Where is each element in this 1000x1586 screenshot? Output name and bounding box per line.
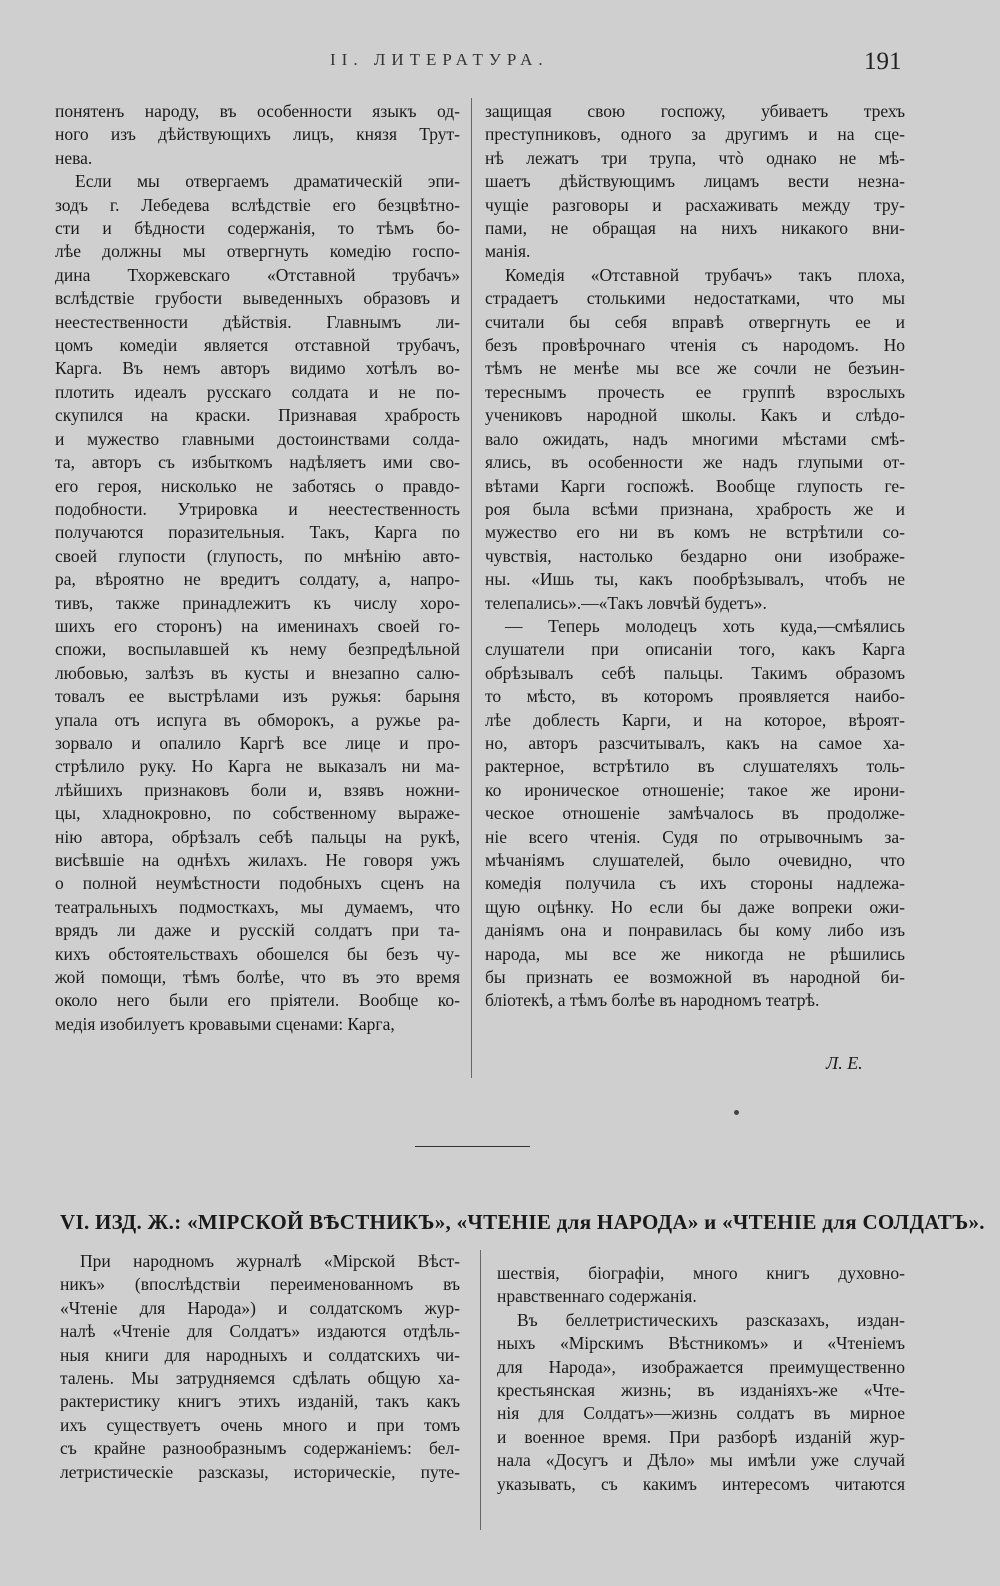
text-line: шаетъ дѣйствующимъ лицамъ вести незна- xyxy=(485,171,905,192)
text-line: ныя книги для народныхъ и солдатскихъ чи- xyxy=(60,1344,460,1365)
text-line: своей глупости (глупость, по мнѣнію авто- xyxy=(55,545,460,566)
text-line: чущіе разговоры и расхаживать между тру- xyxy=(485,194,905,215)
running-header xyxy=(0,48,1000,88)
text-line: получаются поразительныя. Такъ, Карга по xyxy=(55,522,460,543)
text-line: Комедія «Отставной трубачъ» такъ плоха, xyxy=(505,264,905,285)
text-line: около него были его пріятели. Вообще ко- xyxy=(55,990,460,1011)
text-line: зодъ г. Лебедева вслѣдствіе его безцвѣтно- xyxy=(55,194,460,215)
text-line: плотить идеалъ русскаго солдата и не по- xyxy=(55,381,460,402)
text-line: спожи, воспылавшей къ нему безпредѣльной xyxy=(55,639,460,660)
text-line: и военное время. При разборѣ изданій жур- xyxy=(497,1426,905,1447)
text-line: нію автора, обрѣзалъ себѣ пальцы на рукѣ, xyxy=(55,826,460,847)
text-line: ко ироническое отношеніе; такое же ирони- xyxy=(485,779,905,800)
text-line: ихъ существуетъ очень много и при томъ xyxy=(60,1414,460,1435)
column-divider xyxy=(471,98,472,1078)
text-line: дина Тхоржевскаго «Отставной трубачъ» xyxy=(55,264,460,285)
text-line: слушатели при описаніи того, какъ Карга xyxy=(485,639,905,660)
section-divider xyxy=(415,1146,530,1147)
text-line: мѣчаніямъ слушателей, было очевидно, что xyxy=(485,850,905,870)
text-line: — Теперь молодецъ хоть куда,—смѣялись xyxy=(505,615,905,636)
text-line: шихъ его сторонъ) на именинахъ своей го- xyxy=(55,615,460,636)
text-line: безъ провѣрочнаго чтенія съ народомъ. Но xyxy=(485,335,905,356)
text-line: Если мы отвергаемъ драматическій эпи- xyxy=(75,171,460,192)
page-number: 191 xyxy=(864,48,902,75)
text-line: рактерное, встрѣтило въ слушателяхъ толь- xyxy=(485,756,905,777)
section-title: VI. ИЗД. Ж.: «МІРСКОЙ ВѢСТНИКЪ», «ЧТЕНІЕ для НАРОДА» и «ЧТЕНІЕ для СОЛДАТЪ». xyxy=(60,1210,985,1234)
text-line: нія для Солдатъ»—жизнь солдатъ въ мирное xyxy=(497,1403,905,1424)
text-line: сти и бѣдности содержанія, то тѣмъ бо- xyxy=(55,218,460,239)
text-line: считали бы себя вправѣ отвергнуть ее и xyxy=(485,311,905,332)
top-left-column xyxy=(55,100,460,1036)
text-line: ного изъ дѣйствующихъ лицъ, князя Трут- xyxy=(55,124,460,145)
text-line: летристическіе разсказы, историческіе, путе- xyxy=(60,1461,460,1482)
text-line: вслѣдствіе грубости выведенныхъ образовъ и xyxy=(55,288,460,309)
text-line: скупился на краски. Признавая храбрость xyxy=(55,405,460,426)
text-line: талень. Мы затрудняемся сдѣлать общую ха- xyxy=(60,1368,460,1389)
text-line: рактеристику книгъ этихъ изданій, такъ какъ xyxy=(60,1391,460,1412)
text-line: ялись, въ особенности же надъ глупыми от- xyxy=(485,452,905,473)
text-line: та, авторъ съ избыткомъ надѣляетъ ими сво- xyxy=(55,452,460,473)
text-line: цы, хладнокровно, по собственному выраже- xyxy=(55,803,460,824)
text-line: для Народа», изображается преимущественно xyxy=(497,1356,905,1377)
text-line: зорвало и опалило Каргѣ все лице и про- xyxy=(55,732,460,753)
column-divider-bottom xyxy=(480,1250,481,1530)
text-line: ра, вѣроятно не вредитъ солдату, а, напро- xyxy=(55,569,460,590)
text-line: медія изобилуетъ кровавыми сценами: Карга, xyxy=(55,1013,395,1034)
text-line: театральныхъ подмосткахъ, мы думаемъ, что xyxy=(55,896,460,917)
text-line: упала отъ испуга въ обморокъ, а ружье ра- xyxy=(55,709,460,730)
text-line: нева. xyxy=(55,147,93,168)
text-line: указывать, съ какимъ интересомъ читаются xyxy=(497,1473,905,1494)
text-line: ныхъ «Мірскимъ Вѣстникомъ» и «Чтеніемъ xyxy=(497,1333,905,1354)
text-line: учениковъ народной школы. Какъ и слѣдо- xyxy=(485,405,905,426)
text-line: тивъ, также принадлежитъ къ числу хоро- xyxy=(55,592,460,613)
text-line: нала «Досугъ и Дѣло» мы имѣли уже случай xyxy=(497,1450,905,1471)
text-line: лѣе доблесть Карги, и на которое, вѣроят- xyxy=(485,709,905,730)
text-line: манія. xyxy=(485,241,531,262)
print-dot xyxy=(734,1110,739,1115)
text-line: мужество его ни въ комъ не встрѣтили со- xyxy=(485,522,905,543)
text-line: бы признать ее возможной въ народной би- xyxy=(485,967,905,988)
bottom-right-column xyxy=(497,1262,905,1496)
bottom-left-column xyxy=(60,1250,460,1484)
text-line: щую оцѣнку. Но если бы даже вопреки ожи- xyxy=(485,896,905,917)
text-line: нравственнаго содержанія. xyxy=(497,1286,697,1307)
text-line: тѣмъ не менѣе мы все же сочли не безъин- xyxy=(485,358,905,379)
text-line: лѣе должны мы отвергнуть комедію госпо- xyxy=(55,241,460,262)
text-line: ны. «Ишь ты, какъ пообрѣзывалъ, чтобъ не xyxy=(485,569,905,590)
text-line: страдаетъ столькими недостатками, что мы xyxy=(485,288,905,309)
signature: Л. Е. xyxy=(826,1053,863,1073)
text-line: нѣ лежатъ три трупа, чтò однако не мѣ- xyxy=(485,147,905,168)
text-line: понятенъ народу, въ особенности языкъ од- xyxy=(55,101,460,121)
text-line: вѣтами Карги госпожѣ. Вообще глупость ге- xyxy=(485,475,905,496)
text-line: Карга. Въ немъ авторъ видимо хотѣлъ во- xyxy=(55,358,460,379)
top-right-column xyxy=(485,100,905,1013)
text-line: лѣйшихъ признаковъ боли и, взявъ ножни- xyxy=(55,779,460,800)
text-line: чувствія, настолько бездарно они изображе- xyxy=(485,545,905,566)
text-line: комедія получила съ ихъ стороны надлежа- xyxy=(485,873,905,894)
text-line: народа, мы все же никогда не рѣшились xyxy=(485,943,905,964)
text-line: никъ» (впослѣдствіи переименованномъ въ xyxy=(60,1274,460,1295)
text-line: жой помощи, тѣмъ болѣе, что въ это время xyxy=(55,967,460,988)
text-line: защищая свою госпожу, убиваетъ трехъ xyxy=(485,101,905,121)
text-line: При народномъ журналѣ «Мірской Вѣст- xyxy=(80,1251,460,1271)
running-title: II. ЛИТЕРАТУРА. xyxy=(330,50,549,69)
text-line: товалъ ее выстрѣлами изъ ружья: барыня xyxy=(55,686,460,707)
text-line: пами, не обращая на нихъ никакого вни- xyxy=(485,218,905,239)
text-line: стрѣлило руку. Но Карга не выказалъ ни ма- xyxy=(55,756,460,777)
text-line: подобности. Утрировка и неестественность xyxy=(55,498,460,519)
text-line: его героя, нисколько не заботясь о правдо- xyxy=(55,475,460,496)
text-line: шествія, біографіи, много книгъ духовно- xyxy=(497,1263,905,1283)
text-line: то мѣсто, въ которомъ проявляется наибо- xyxy=(485,686,905,707)
text-line: телепались».—«Такъ ловчѣй будетъ». xyxy=(485,592,767,613)
text-line: неестественности дѣйствія. Главнымъ ли- xyxy=(55,311,460,332)
text-line: но, авторъ разсчитывалъ, какъ на самое ха- xyxy=(485,732,905,753)
text-line: и мужество главными достоинствами солда- xyxy=(55,428,460,449)
text-line: налѣ «Чтеніе для Солдатъ» издаются отдѣль- xyxy=(60,1321,460,1342)
text-line: вало ожидать, надъ многими мѣстами смѣ- xyxy=(485,428,905,449)
text-line: съ крайне разнообразнымъ содержаніемъ: бел- xyxy=(60,1438,460,1459)
text-line: висѣвшіе на однѣхъ жилахъ. Не говоря ужъ xyxy=(55,850,460,870)
text-line: кихъ обстоятельствахъ обошелся бы безъ чу- xyxy=(55,943,460,964)
text-line: даніямъ она и понравилась бы кому либо изъ xyxy=(485,920,905,941)
text-line: ческое отношеніе замѣчалось въ продолже- xyxy=(485,803,905,824)
text-line: Въ беллетристическихъ разсказахъ, издан- xyxy=(517,1309,905,1330)
text-line: бліотекѣ, а тѣмъ болѣе въ народномъ театрѣ. xyxy=(485,990,820,1011)
text-line: о полной неумѣстности подобныхъ сценъ на xyxy=(55,873,460,894)
text-line: любовью, залѣзъ въ кусты и внезапно салю- xyxy=(55,662,460,683)
text-line: тереснымъ прочесть ее группѣ взрослыхъ xyxy=(485,381,905,402)
text-line: роя была всѣми признана, храбрость же и xyxy=(485,498,905,519)
text-line: цомъ комедіи является отставной трубачъ, xyxy=(55,335,460,356)
text-line: «Чтеніе для Народа») и солдатскомъ жур- xyxy=(60,1297,460,1318)
text-line: преступниковъ, одного за другимъ и на сце- xyxy=(485,124,905,145)
text-line: обрѣзывалъ себѣ пальцы. Такимъ образомъ xyxy=(485,662,905,683)
text-line: врядъ ли даже и русскій солдатъ при та- xyxy=(55,920,460,941)
text-line: крестьянская жизнь; въ изданіяхъ-же «Чте- xyxy=(497,1380,905,1401)
text-line: ніе всего чтенія. Судя по отрывочнымъ за- xyxy=(485,826,905,847)
